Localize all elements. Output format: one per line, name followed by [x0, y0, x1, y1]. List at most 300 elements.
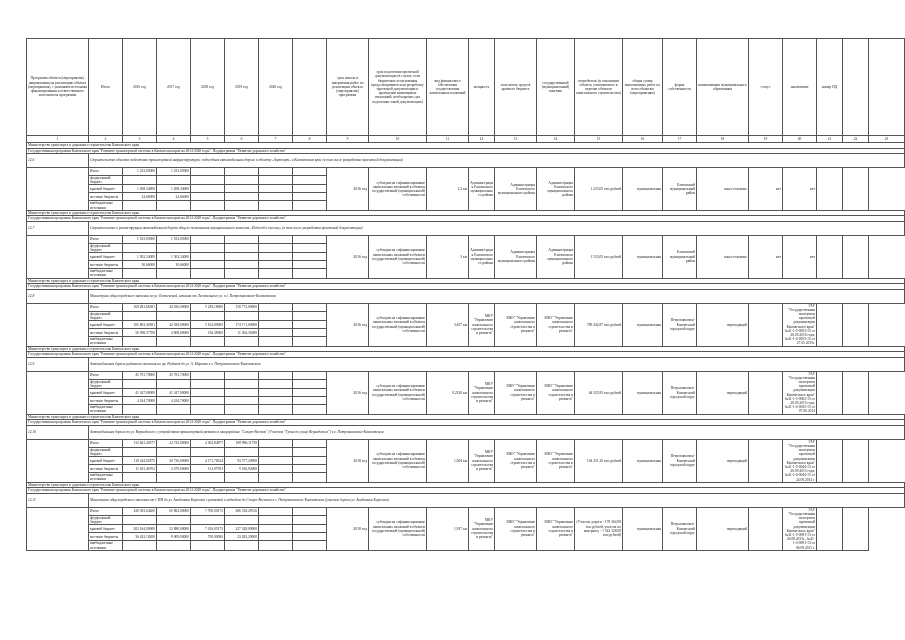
consumer-cell: Администрация Елизовского муниципального района — [537, 235, 575, 278]
year-2020-value — [293, 311, 327, 320]
year-2016-value: 20 736,00000 — [157, 457, 191, 465]
year-2016-value: 41 347,00000 — [157, 389, 191, 397]
year-2018-value — [225, 261, 259, 269]
row-spacer — [27, 439, 89, 482]
year-2016-value — [157, 447, 191, 456]
year-2017-value — [191, 269, 225, 278]
year-2018-value — [225, 379, 259, 388]
year-2018-value: 108 986,11758 — [225, 439, 259, 447]
extra-cell — [843, 303, 869, 346]
year-2020-value — [293, 533, 327, 541]
finance-type-cell: субсидии на софинансирование капитальных вложений в объекты государственной (муниципальной) собственности — [369, 235, 427, 278]
finance-source-label: федеральный бюджет — [89, 176, 123, 185]
finance-source-label: местные бюджеты — [89, 329, 123, 337]
year-2020-value — [293, 168, 327, 176]
program-title: Государственная программа Камчатского края "Развитие транспортной системы в Камчатском крае на 2014-2020 годы". Подпрограмма "Развитие дорожного хозяйства" — [27, 148, 905, 154]
year-2017-value: 4 171,78324 — [191, 457, 225, 465]
year-2020-value — [293, 201, 327, 210]
year-2017-value — [191, 176, 225, 185]
column-number: 9 — [327, 136, 369, 143]
year-2017-value — [191, 397, 225, 405]
investment-table — [26, 38, 905, 551]
year-2017-value: 7 700,00173 — [191, 507, 225, 515]
finance-type-cell: субсидии на софинансирование капитальных вложений в объекты государственной (муниципальной) собственности — [369, 303, 427, 346]
year-2020-value — [293, 243, 327, 252]
year-2017-value — [191, 515, 225, 524]
conclusion-cell — [749, 371, 783, 414]
year-2016-value: 42 029,00000 — [157, 321, 191, 329]
header-cell: 2018 год — [191, 39, 225, 136]
year-2019-value — [259, 261, 293, 269]
year-2018-value — [225, 253, 259, 261]
year-2020-value — [293, 541, 327, 550]
year-2018-value — [225, 185, 259, 193]
finance-source-label: внебюджетные источники — [89, 269, 123, 278]
total-value — [123, 473, 157, 482]
extra-cell — [817, 507, 843, 550]
consumer-cell: МКУ "Управление капитального строительства и ремонта" — [537, 439, 575, 482]
column-number: 8 — [293, 136, 327, 143]
year-2019-value — [259, 447, 293, 456]
year-2019-value — [259, 541, 293, 550]
header-cell: номер ПД — [817, 39, 843, 136]
period-cell: 2016 год — [327, 235, 369, 278]
total-value — [123, 379, 157, 388]
conclusion-cell — [749, 507, 783, 550]
year-2020-value — [293, 321, 327, 329]
extra-cell — [817, 168, 843, 211]
sum-cell: 1 533,05 тыс.рублей — [575, 235, 623, 278]
year-2016-value: 52 880,00000 — [157, 525, 191, 533]
finance-type-cell: субсидии на софинансирование капитальных вложений в объекты государственной (муниципальной) собственности — [369, 371, 427, 414]
total-value — [123, 311, 157, 320]
year-2018-value — [225, 269, 259, 278]
column-number: 15 — [575, 136, 623, 143]
year-2017-value — [191, 243, 225, 252]
year-2017-value: 4 302,84877 — [191, 439, 225, 447]
total-value: 4 434,70000 — [123, 397, 157, 405]
column-number: 10 — [369, 136, 427, 143]
year-2019-value — [259, 507, 293, 515]
sum-cell: 164 251,20 тыс.рублей — [575, 439, 623, 482]
total-value: 50 398,37700 — [123, 329, 157, 337]
total-value — [123, 405, 157, 414]
total-value — [123, 337, 157, 346]
customer-cell: МКУ "Управление капитального строительства и ремонта" — [495, 507, 537, 550]
year-2018-value — [225, 176, 259, 185]
year-2017-value: 136,38000 — [191, 329, 225, 337]
municipality-cell: Елизовский муниципальный район — [663, 168, 697, 211]
finance-type-cell: субсидии на софинансирование капитальных вложений в объекты государственной (муниципальной) собственности — [369, 439, 427, 482]
period-cell: 2016 год — [327, 168, 369, 211]
consumer-cell: МКУ "Управление капитального строительства и ремонта" — [537, 371, 575, 414]
year-2018-value: 227 328,00000 — [225, 525, 259, 533]
year-2016-value: 2 479,00000 — [157, 465, 191, 473]
sum-cell: 789 442,87 тыс.рублей — [575, 303, 623, 346]
column-number: 7 — [259, 136, 293, 143]
year-2019-value — [259, 303, 293, 311]
header-cell: Итого — [89, 39, 123, 136]
header-cell — [843, 39, 869, 136]
status-cell: заказ отложено — [697, 168, 749, 211]
year-2017-value — [191, 193, 225, 201]
sum-cell: 64 325,95 тыс.рублей — [575, 371, 623, 414]
column-number-row — [27, 136, 905, 143]
year-2018-value: 286 318,29516 — [225, 507, 259, 515]
program-title: Государственная программа Камчатского края "Развитие транспортной системы в Камчатском крае на 2014-2020 годы". Подпрограмма "Развитие дорожного хозяйства" — [27, 488, 905, 494]
column-number: 13 — [495, 136, 537, 143]
year-2019-value — [259, 515, 293, 524]
customer-cell: Администрация Елизовского муниципального района — [495, 168, 537, 211]
year-2020-value — [293, 329, 327, 337]
project-title: Строительство и реконструкция автомобильной дороги общего пользования муниципального значения «Подъезд к поселку» (в том числе разработка проектной документации) — [89, 221, 905, 235]
finance-source-label: местные бюджеты — [89, 397, 123, 405]
year-2017-value — [191, 379, 225, 388]
year-2018-value — [225, 311, 259, 320]
column-number: 1 — [27, 136, 89, 143]
header-cell: наименование муниципального образования — [697, 39, 749, 136]
year-2016-value: 65 862,00000 — [157, 507, 191, 515]
finance-source-label: краевой бюджет — [89, 253, 123, 261]
customer-cell: МКУ "Управление капитального строительства и ремонта" — [495, 371, 537, 414]
recipient-cell: Администрация Елизовского муниципального района — [469, 168, 495, 211]
section-title: Министерство транспорта и дорожного строительства Камчатского края — [27, 482, 905, 488]
year-2019-value — [259, 321, 293, 329]
finance-source-label: федеральный бюджет — [89, 515, 123, 524]
year-2019-value — [259, 465, 293, 473]
column-number: 20 — [783, 136, 817, 143]
pd-cell: ГАУ "Государственная экспертиза проектной документации Камчатского края" №41-1-5-0091-13 от 26.08.2013г., №41-1-4-0091-13 от 06.09.2013 г. — [783, 507, 817, 550]
consumer-cell: Администрация Елизовского муниципального района — [537, 168, 575, 211]
finance-source-label: внебюджетные источники — [89, 405, 123, 414]
finance-source-label: Итого — [89, 168, 123, 176]
program-title: Государственная программа Камчатского края "Развитие транспортной системы в Камчатском крае на 2014-2020 годы". Подпрограмма "Развитие дорожного хозяйства" — [27, 352, 905, 358]
year-2019-value — [259, 193, 293, 201]
ownership-cell: муниципальная — [623, 168, 663, 211]
year-2019-value — [259, 389, 293, 397]
total-value — [123, 201, 157, 210]
year-2016-value: 1 533,05000 — [157, 235, 191, 243]
row-spacer — [27, 507, 89, 550]
customer-cell: МКУ "Управление капитального строительства и ремонта" — [495, 303, 537, 346]
year-2017-value — [191, 185, 225, 193]
extra-cell — [817, 439, 843, 482]
year-2017-value — [191, 235, 225, 243]
year-2018-value — [225, 371, 259, 379]
year-2019-value — [259, 201, 293, 210]
year-2020-value — [293, 405, 327, 414]
column-number: 22 — [843, 136, 869, 143]
section-title: Министерство транспорта и дорожного строительства Камчатского края — [27, 414, 905, 420]
year-2016-value: 30,66000 — [157, 261, 191, 269]
year-2016-value: 45 781,70000 — [157, 371, 191, 379]
finance-source-label: внебюджетные источники — [89, 473, 123, 482]
total-value: 30,66000 — [123, 261, 157, 269]
total-value — [123, 176, 157, 185]
year-2018-value: 11 364,33000 — [225, 329, 259, 337]
year-2020-value — [293, 515, 327, 524]
document-page — [26, 38, 888, 593]
year-2016-value: 1 208,34000 — [157, 185, 191, 193]
year-2017-value: 131,07953 — [191, 465, 225, 473]
pd-cell: ГАУ "Государственная экспертиза проектной документации Камчатского края" №41-1-5-0002-15 от 26.05.2015 года; №41-1-4-0025-15 от 07.06.2014 — [783, 371, 817, 414]
total-value: 1 208,34000 — [123, 185, 157, 193]
year-2017-value: 7 016,05173 — [191, 525, 225, 533]
header-cell: форма собственности — [663, 39, 697, 136]
year-2016-value: 4 008,00000 — [157, 329, 191, 337]
total-value: 24,66000 — [123, 193, 157, 201]
header-cell: срок начала и завершения работ по реализации объекта (мероприятия) программы — [327, 39, 369, 136]
year-2018-value: 158 772,00000 — [225, 303, 259, 311]
year-2019-value — [259, 185, 293, 193]
capacity-cell: 1,2 км — [427, 168, 469, 211]
year-2019-value — [259, 457, 293, 465]
status-cell: заказ отложено — [697, 235, 749, 278]
header-cell: статус — [749, 39, 783, 136]
column-number: 11 — [427, 136, 469, 143]
year-2019-value — [259, 379, 293, 388]
year-2018-value — [225, 389, 259, 397]
header-cell: потребитель (в отношении объекта, учитываемого в перечне объектов капитального строительства) — [575, 39, 623, 136]
ownership-cell: муниципальная — [623, 507, 663, 550]
year-2016-value — [157, 541, 191, 550]
year-2017-value: 5 102,80000 — [191, 321, 225, 329]
year-2019-value — [259, 269, 293, 278]
year-2020-value — [293, 507, 327, 515]
finance-source-label: внебюджетные источники — [89, 337, 123, 346]
year-2019-value — [259, 371, 293, 379]
project-title: Магистраль общегородского значения по ул. Ключевской, начиная от Лесопильного ул. в г. Петропавловске-Камчатском — [89, 289, 905, 303]
year-2018-value — [225, 201, 259, 210]
project-number: 12.7 — [27, 221, 89, 235]
capacity-cell: 3,657 км — [427, 303, 469, 346]
year-2019-value — [259, 397, 293, 405]
ownership-cell: муниципальная — [623, 303, 663, 346]
total-value: 169 281,66381 — [123, 303, 157, 311]
year-2019-value — [259, 235, 293, 243]
finance-source-label: Итого — [89, 371, 123, 379]
program-title: Государственная программа Камчатского края "Развитие транспортной системы в Камчатском крае на 2014-2020 годы". Подпрограмма "Развитие дорожного хозяйства" — [27, 420, 905, 426]
status-cell: переходящий — [697, 507, 749, 550]
column-number: 23 — [869, 136, 905, 143]
pd-cell: ГАУ "Государственная экспертиза проектной документации Камчатского края" №41-1-5-0053-15 от 26.05.2016 года; №41-1-4-0033-15 от 27.05.2015г. — [783, 303, 817, 346]
program-title: Государственная программа Камчатского края "Развитие транспортной системы в Камчатском крае на 2014-2020 годы". Подпрограмма "Развитие дорожного хозяйства" — [27, 284, 905, 290]
total-value: 1 502,34000 — [123, 253, 157, 261]
extra-cell — [843, 235, 869, 278]
year-2019-value — [259, 243, 293, 252]
header-cell: вид финансового обеспечения осуществления капитальных вложений — [427, 39, 469, 136]
header-cell — [869, 39, 905, 136]
recipient-cell: МКУ "Управление капитального строительства и ремонта" — [469, 507, 495, 550]
year-2019-value — [259, 329, 293, 337]
finance-row — [27, 235, 905, 243]
year-2020-value — [293, 253, 327, 261]
year-2020-value — [293, 379, 327, 388]
year-2017-value — [191, 447, 225, 456]
total-value: 45 781,70000 — [123, 371, 157, 379]
total-value: 1 533,05000 — [123, 235, 157, 243]
period-cell: 2018 год — [327, 439, 369, 482]
project-number: 12.11 — [27, 493, 89, 507]
column-number: 6 — [225, 136, 259, 143]
period-cell: 2016 год — [327, 371, 369, 414]
status-cell: переходящий — [697, 439, 749, 482]
project-row — [27, 221, 905, 235]
conclusion-cell: нет — [749, 168, 783, 211]
finance-source-label: местные бюджеты — [89, 193, 123, 201]
finance-source-label: внебюджетные источники — [89, 201, 123, 210]
finance-source-label: местные бюджеты — [89, 261, 123, 269]
year-2018-value — [225, 447, 259, 456]
consumer-cell: МКУ "Управление капитального строительства и ремонта" — [537, 303, 575, 346]
header-cell: 2019 год — [225, 39, 259, 136]
finance-source-label: внебюджетные источники — [89, 541, 123, 550]
total-value: 202 164,00000 — [123, 525, 157, 533]
status-cell: переходящий — [697, 371, 749, 414]
header-cell: срок подготовки проектной документации (в случае, если бюджетные ассигнования предусматриваются на разработку проектной документации и проведение инженерных изысканий, необходимых для подготовки такой документации) — [369, 39, 427, 136]
year-2019-value — [259, 311, 293, 320]
section-title: Министерство транспорта и дорожного строительства Камчатского края — [27, 143, 905, 149]
column-number: 17 — [663, 136, 697, 143]
municipality-cell: Петропавловск-Камчатский городской округ — [663, 507, 697, 550]
year-2018-value — [225, 397, 259, 405]
header-cell: государственный (муниципальный) заказчик — [537, 39, 575, 136]
year-2020-value — [293, 269, 327, 278]
pd-cell: ГАУ "Государственная экспертиза проектной документации Камчатского края" №41-1-5-0044-13 от 26.09.2013 года; №41-1-4-0044-15 от 24.09.2014 г. — [783, 439, 817, 482]
year-2020-value — [293, 337, 327, 346]
year-2016-value — [157, 473, 191, 482]
recipient-cell: МКУ "Управление капитального строительства и ремонта" — [469, 439, 495, 482]
year-2017-value — [191, 473, 225, 482]
finance-row — [27, 303, 905, 311]
finance-type-cell: субсидии на софинансирование капитальных вложений в объекты государственной (муниципальной) собственности — [369, 507, 427, 550]
total-value: 1 233,05000 — [123, 168, 157, 176]
finance-source-label: федеральный бюджет — [89, 243, 123, 252]
extra-cell — [843, 507, 869, 550]
project-row — [27, 425, 905, 439]
finance-source-label: Итого — [89, 439, 123, 447]
year-2017-value — [191, 405, 225, 414]
finance-source-label: Итого — [89, 507, 123, 515]
conclusion-cell: нет — [749, 235, 783, 278]
finance-source-label: местные бюджеты — [89, 465, 123, 473]
year-2018-value: 93 377,20000 — [225, 457, 259, 465]
status-cell: переходящий — [697, 303, 749, 346]
column-number: 12 — [469, 136, 495, 143]
year-2019-value — [259, 405, 293, 414]
finance-row — [27, 439, 905, 447]
year-2020-value — [293, 457, 327, 465]
program-title: Государственная программа Камчатского края "Развитие транспортной системы в Камчатском крае на 2014-2020 годы". Подпрограмма "Развитие дорожного хозяйства" — [27, 216, 905, 222]
year-2016-value: 44 036,00000 — [157, 303, 191, 311]
year-2017-value — [191, 253, 225, 261]
sum-cell: (Участок дороги - 178 364,98 тыс.рублей, участок по контракту - 1 543 328,08 тыс.рублей) — [575, 507, 623, 550]
row-spacer — [27, 303, 89, 346]
total-value — [123, 447, 157, 456]
ownership-cell: муниципальная — [623, 235, 663, 278]
total-value: 165 863,30381 — [123, 321, 157, 329]
year-2020-value — [293, 371, 327, 379]
finance-source-label: федеральный бюджет — [89, 311, 123, 320]
project-number: 12.8 — [27, 289, 89, 303]
year-2016-value: 1 502,34000 — [157, 253, 191, 261]
row-spacer — [27, 168, 89, 211]
recipient-cell: МКУ "Управление капитального строительства и ремонта" — [469, 303, 495, 346]
year-2019-value — [259, 337, 293, 346]
ownership-cell: муниципальная — [623, 439, 663, 482]
year-2018-value: 9 160,92000 — [225, 465, 259, 473]
year-2017-value — [191, 311, 225, 320]
year-2018-value — [225, 541, 259, 550]
section-title: Министерство транспорта и дорожного строительства Камчатского края — [27, 346, 905, 352]
finance-row — [27, 507, 905, 515]
year-2017-value: 5 239,18000 — [191, 303, 225, 311]
year-2019-value — [259, 533, 293, 541]
year-2018-value — [225, 337, 259, 346]
project-number: 12.10 — [27, 425, 89, 439]
column-number: 18 — [697, 136, 749, 143]
finance-row — [27, 371, 905, 379]
municipality-cell: Петропавловск-Камчатский городской округ — [663, 439, 697, 482]
year-2016-value — [157, 405, 191, 414]
year-2020-value — [293, 389, 327, 397]
year-2017-value — [191, 201, 225, 210]
column-number: 16 — [623, 136, 663, 143]
total-value — [123, 243, 157, 252]
year-2019-value — [259, 176, 293, 185]
year-2020-value — [293, 439, 327, 447]
year-2016-value — [157, 337, 191, 346]
year-2020-value — [293, 525, 327, 533]
header-cell — [293, 39, 327, 136]
customer-cell: МКУ "Управление капитального строительства и ремонта" — [495, 439, 537, 482]
total-value: 11 631,46702 — [123, 465, 157, 473]
finance-row — [27, 168, 905, 176]
header-cell: 2017 год — [157, 39, 191, 136]
finance-source-label: краевой бюджет — [89, 457, 123, 465]
year-2016-value — [157, 269, 191, 278]
year-2018-value — [225, 473, 259, 482]
project-title: Автомобильная дорога районного значения на пр. Рыбаков до ул. А. Маркова в г. Петропавловске-Камчатском — [89, 357, 905, 371]
year-2016-value — [157, 176, 191, 185]
finance-source-label: федеральный бюджет — [89, 379, 123, 388]
section-title: Министерство транспорта и дорожного строительства Камчатского края — [27, 278, 905, 284]
header-cell: общая сумма выполненных работ по всем объектам (мероприятиям) — [623, 39, 663, 136]
capacity-cell: 1,937 км — [427, 507, 469, 550]
finance-type-cell: субсидии на софинансирование капитальных вложений в объекты государственной (муниципальной) собственности — [369, 168, 427, 211]
finance-source-label: Итого — [89, 303, 123, 311]
year-2020-value — [293, 303, 327, 311]
project-title: Автомобильная дорога по ул. Вернадского с устройством транспортной развязки в микрорайоне "Северо-Восток" (Участок "Тупик по улице Вернадского") в г. Петропавловске-Камчатском — [89, 425, 905, 439]
project-row — [27, 357, 905, 371]
header-cell: мощность — [469, 39, 495, 136]
year-2016-value — [157, 379, 191, 388]
finance-source-label: местные бюджеты — [89, 533, 123, 541]
year-2018-value — [225, 235, 259, 243]
year-2020-value — [293, 176, 327, 185]
recipient-cell: МКУ "Управление капитального строительства и ремонта" — [469, 371, 495, 414]
total-value — [123, 515, 157, 524]
year-2016-value — [157, 515, 191, 524]
year-2017-value — [191, 261, 225, 269]
finance-source-label: краевой бюджет — [89, 185, 123, 193]
conclusion-cell — [749, 439, 783, 482]
period-cell: 2016 год — [327, 303, 369, 346]
project-row — [27, 289, 905, 303]
project-number: 12.9 — [27, 357, 89, 371]
year-2016-value: 1 233,05000 — [157, 168, 191, 176]
year-2017-value: 700,00000 — [191, 533, 225, 541]
